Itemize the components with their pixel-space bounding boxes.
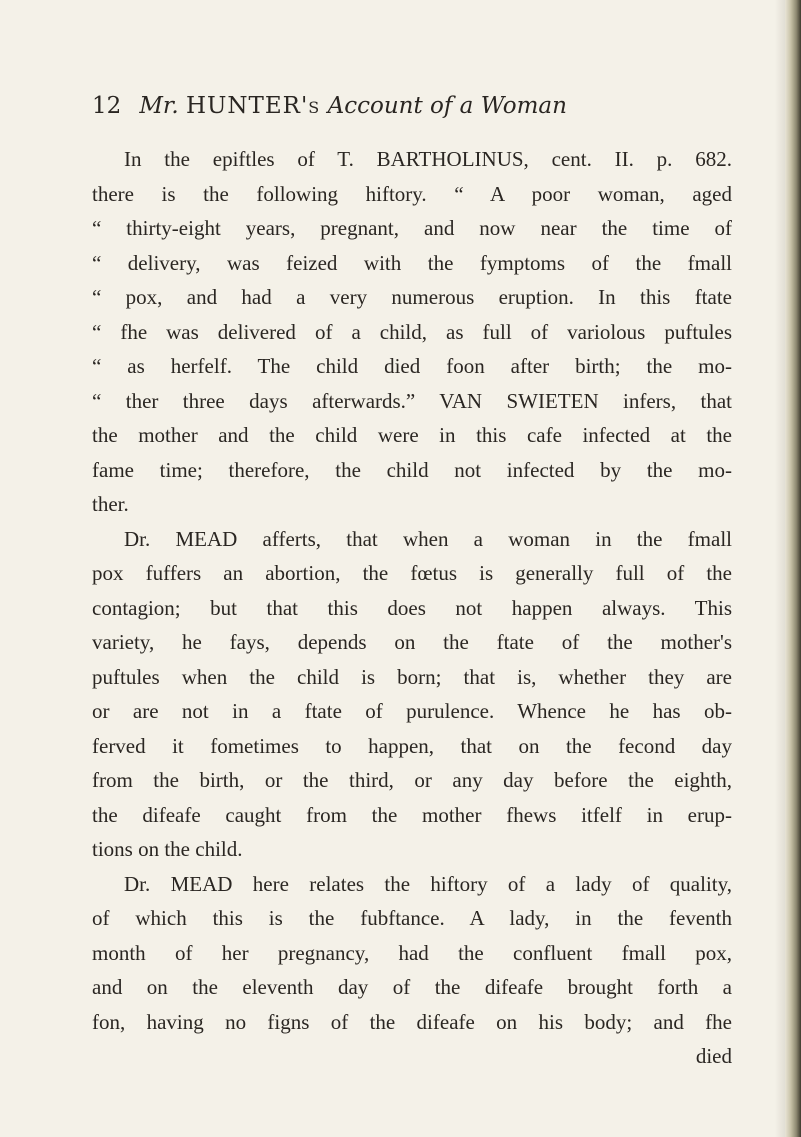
catchword: died bbox=[695, 1044, 732, 1068]
running-head-prefix: Mr. bbox=[139, 93, 179, 119]
running-head-title: Account of a Woman bbox=[327, 93, 567, 119]
text-line: puftules when the child is born; that is, whether they are bbox=[92, 664, 732, 689]
text-line: In the epiftles of T. BARTHOLINUS, cent. II. p. 682. bbox=[124, 147, 732, 171]
text-line: from the birth, or the third, or any day before the eighth, bbox=[92, 768, 732, 792]
text-line: the mother and the child were in this cafe infected at the bbox=[92, 423, 732, 447]
text-line: pox fuffers an abortion, the fœtus is generally full of the bbox=[92, 561, 732, 585]
text-line: “ fhe was delivered of a child, as full of variolous puftules bbox=[92, 319, 732, 344]
text-line: or are not in a ftate of purulence. Whence he has ob- bbox=[92, 699, 732, 723]
page-edge-shadow bbox=[775, 0, 785, 1137]
text-line: month of her pregnancy, had the confluent fmall pox, bbox=[92, 940, 732, 965]
running-head-author: HUNTER's bbox=[185, 93, 321, 119]
text-line: ther. bbox=[92, 492, 129, 516]
body-text bbox=[92, 142, 732, 1074]
text-line: “ pox, and had a very numerous eruption. In this ftate bbox=[92, 285, 732, 309]
text-line: “ ther three days afterwards.” VAN SWIETEN infers, that bbox=[92, 388, 732, 413]
text-line: ferved it fometimes to happen, that on the fecond day bbox=[92, 733, 732, 758]
text-line: “ as herfelf. The child died foon after birth; the mo- bbox=[92, 354, 732, 378]
text-line: variety, he fays, depends on the ftate of the mother's bbox=[92, 630, 732, 654]
page-number: 12 bbox=[92, 93, 122, 119]
book-gutter bbox=[785, 0, 801, 1137]
text-line: Dr. MEAD afferts, that when a woman in the fmall bbox=[124, 526, 732, 551]
text-line: Dr. MEAD here relates the hiftory of a lady of quality, bbox=[124, 871, 732, 896]
text-line: “ delivery, was feized with the fymptoms of the fmall bbox=[92, 250, 732, 275]
text-line: “ thirty-eight years, pregnant, and now near the time of bbox=[92, 216, 732, 240]
text-line: fon, having no figns of the difeafe on his body; and fhe bbox=[92, 1009, 732, 1034]
running-head bbox=[92, 93, 732, 119]
text-line: of which this is the fubftance. A lady, in the feventh bbox=[92, 906, 732, 930]
text-line: and on the eleventh day of the difeafe brought forth a bbox=[92, 975, 732, 999]
text-line: the difeafe caught from the mother fhews itfelf in erup- bbox=[92, 802, 732, 827]
text-line: fame time; therefore, the child not infected by the mo- bbox=[92, 457, 732, 482]
text-line: there is the following hiftory. “ A poor woman, aged bbox=[92, 181, 732, 206]
text-line: tions on the child. bbox=[92, 837, 243, 861]
text-line: contagion; but that this does not happen always. This bbox=[92, 595, 732, 620]
